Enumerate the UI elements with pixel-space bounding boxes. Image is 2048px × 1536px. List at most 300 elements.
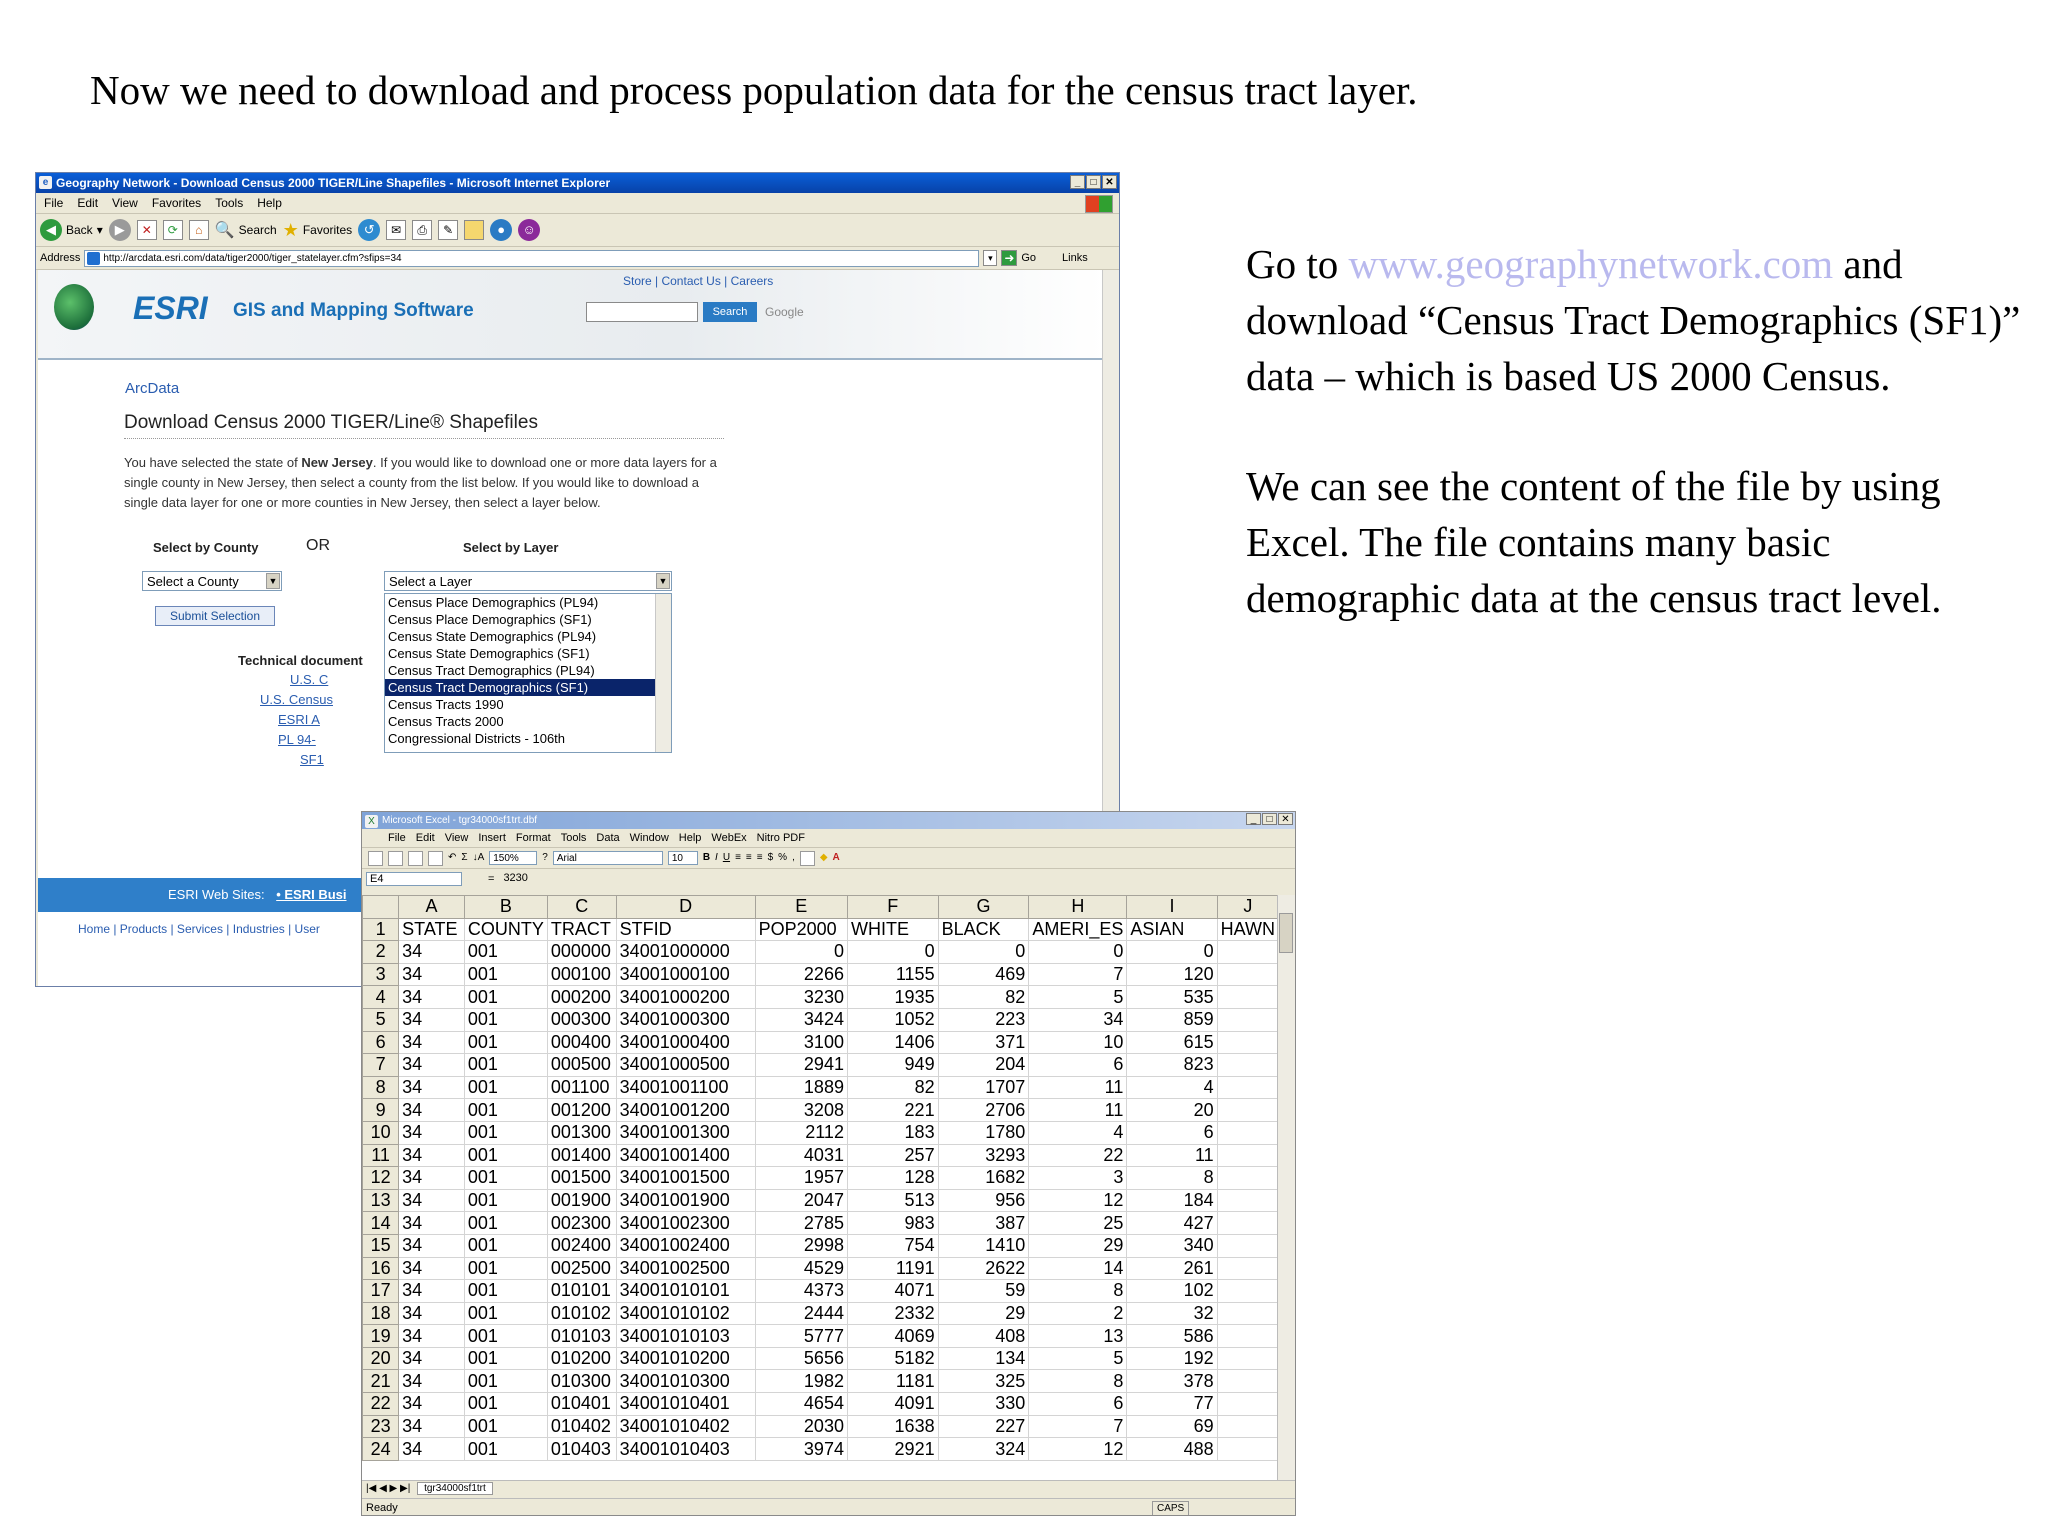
cell[interactable]: 001 <box>464 1167 547 1190</box>
cell[interactable] <box>1217 1076 1278 1099</box>
cell[interactable]: 10 <box>1029 1031 1127 1054</box>
cell[interactable]: 82 <box>847 1076 938 1099</box>
cell[interactable]: 34001010401 <box>616 1393 755 1416</box>
cell[interactable]: 859 <box>1127 1008 1217 1031</box>
cell[interactable]: 001200 <box>547 1099 616 1122</box>
cell[interactable] <box>1217 1099 1278 1122</box>
cell[interactable]: 3 <box>1029 1167 1127 1190</box>
cell[interactable]: 3100 <box>755 1031 847 1054</box>
cell[interactable]: 4 <box>1127 1076 1217 1099</box>
cell[interactable]: 2112 <box>755 1121 847 1144</box>
cell[interactable]: 34 <box>399 1370 465 1393</box>
cell[interactable]: ASIAN <box>1127 918 1217 941</box>
cell[interactable]: 34 <box>399 1347 465 1370</box>
cell[interactable]: 3424 <box>755 1008 847 1031</box>
sort-icon[interactable]: ↓A <box>472 852 485 863</box>
cell[interactable]: 4031 <box>755 1144 847 1167</box>
cell[interactable]: 227 <box>938 1415 1029 1438</box>
cell[interactable]: 3208 <box>755 1099 847 1122</box>
cell[interactable]: 34 <box>399 1280 465 1303</box>
cell[interactable]: 001 <box>464 1302 547 1325</box>
cell[interactable]: 001 <box>464 1393 547 1416</box>
menu-item-favorites[interactable]: Favorites <box>151 196 202 210</box>
cell[interactable]: COUNTY <box>464 918 547 941</box>
footer-nav-links[interactable]: Home | Products | Services | Industries | User <box>78 922 320 936</box>
search-button[interactable] <box>215 220 277 240</box>
refresh-icon[interactable]: ⟳ <box>163 220 183 240</box>
cell[interactable]: 34001001100 <box>616 1076 755 1099</box>
row-header[interactable]: 1 <box>363 918 399 941</box>
cell[interactable]: 513 <box>847 1189 938 1212</box>
cell[interactable]: 1052 <box>847 1008 938 1031</box>
cell[interactable]: 34 <box>399 1234 465 1257</box>
cell[interactable]: 001 <box>464 1076 547 1099</box>
cell[interactable]: 754 <box>847 1234 938 1257</box>
cell[interactable]: 5 <box>1029 986 1127 1009</box>
cell[interactable]: 34 <box>399 963 465 986</box>
borders-icon[interactable] <box>800 851 815 866</box>
url-input[interactable] <box>84 250 979 267</box>
cell[interactable]: 34 <box>399 1008 465 1031</box>
favorites-button[interactable] <box>283 220 353 241</box>
cell[interactable]: 001500 <box>547 1167 616 1190</box>
italic-icon[interactable]: I <box>715 852 718 863</box>
cell[interactable]: 34001002400 <box>616 1234 755 1257</box>
column-header[interactable]: H <box>1029 896 1127 919</box>
open-icon[interactable] <box>388 851 403 866</box>
cell[interactable]: 5182 <box>847 1347 938 1370</box>
row-header[interactable]: 16 <box>363 1257 399 1280</box>
cell[interactable]: 34 <box>399 1325 465 1348</box>
align-left-icon[interactable]: ≡ <box>735 852 741 863</box>
excel-menu-item-window[interactable]: Window <box>629 832 669 844</box>
font-size-select[interactable]: 10 <box>668 851 698 865</box>
cell[interactable]: 82 <box>938 986 1029 1009</box>
top-links[interactable]: Store | Contact Us | Careers <box>623 274 774 288</box>
cell[interactable] <box>1217 1302 1278 1325</box>
technical-doc-link[interactable]: U.S. Census <box>260 692 333 707</box>
chevron-down-icon[interactable]: ▼ <box>656 573 670 589</box>
cell[interactable]: 000500 <box>547 1054 616 1077</box>
cell[interactable]: 69 <box>1127 1415 1217 1438</box>
cell[interactable]: 2030 <box>755 1415 847 1438</box>
close-icon[interactable]: ✕ <box>1102 175 1117 189</box>
row-header[interactable]: 21 <box>363 1370 399 1393</box>
cell[interactable]: 12 <box>1029 1189 1127 1212</box>
row-header[interactable]: 4 <box>363 986 399 1009</box>
column-header[interactable]: F <box>847 896 938 919</box>
cell[interactable]: 2785 <box>755 1212 847 1235</box>
cell[interactable] <box>1217 1280 1278 1303</box>
scroll-thumb[interactable] <box>1279 913 1293 953</box>
cell[interactable]: 010200 <box>547 1347 616 1370</box>
row-header[interactable]: 14 <box>363 1212 399 1235</box>
menu-item-tools[interactable]: Tools <box>215 196 244 210</box>
cell[interactable]: 192 <box>1127 1347 1217 1370</box>
row-header[interactable]: 11 <box>363 1144 399 1167</box>
sum-icon[interactable]: Σ <box>461 852 468 863</box>
cell[interactable]: 4071 <box>847 1280 938 1303</box>
cell[interactable]: 469 <box>938 963 1029 986</box>
name-box[interactable]: E4 <box>366 872 462 886</box>
cell[interactable]: 5656 <box>755 1347 847 1370</box>
cell[interactable]: 010300 <box>547 1370 616 1393</box>
cell[interactable]: 010101 <box>547 1280 616 1303</box>
cell[interactable]: 5777 <box>755 1325 847 1348</box>
excel-title-bar[interactable] <box>362 812 1295 829</box>
cell[interactable]: 3230 <box>755 986 847 1009</box>
menu-item-edit[interactable]: Edit <box>77 196 99 210</box>
cell[interactable]: 1935 <box>847 986 938 1009</box>
cell[interactable]: 0 <box>755 941 847 964</box>
layer-option[interactable]: Census State Demographics (SF1) <box>388 646 590 661</box>
cell[interactable]: 34 <box>399 1121 465 1144</box>
cell[interactable]: 20 <box>1127 1099 1217 1122</box>
cell[interactable]: 4069 <box>847 1325 938 1348</box>
cell[interactable]: 11 <box>1127 1144 1217 1167</box>
cell[interactable]: 34 <box>399 1212 465 1235</box>
excel-menu-item-insert[interactable]: Insert <box>478 832 506 844</box>
cell[interactable]: 34 <box>399 1054 465 1077</box>
cell[interactable]: POP2000 <box>755 918 847 941</box>
cell[interactable]: 34 <box>399 1438 465 1461</box>
cell[interactable]: 77 <box>1127 1393 1217 1416</box>
cell[interactable]: 002500 <box>547 1257 616 1280</box>
cell[interactable]: 3974 <box>755 1438 847 1461</box>
cell[interactable]: 6 <box>1029 1393 1127 1416</box>
cell[interactable]: 001900 <box>547 1189 616 1212</box>
cell[interactable]: 0 <box>938 941 1029 964</box>
cell[interactable]: 010403 <box>547 1438 616 1461</box>
minimize-icon[interactable]: _ <box>1070 175 1085 189</box>
excel-menu-item-data[interactable]: Data <box>596 832 620 844</box>
cell[interactable]: 0 <box>1029 941 1127 964</box>
cell[interactable]: 34 <box>399 1099 465 1122</box>
cell[interactable]: 001 <box>464 1121 547 1144</box>
cell[interactable]: 001 <box>464 1370 547 1393</box>
row-header[interactable]: 22 <box>363 1393 399 1416</box>
cell[interactable]: 001 <box>464 1347 547 1370</box>
cell[interactable]: 0 <box>847 941 938 964</box>
row-header[interactable]: 17 <box>363 1280 399 1303</box>
cell[interactable]: 59 <box>938 1280 1029 1303</box>
cell[interactable]: 14 <box>1029 1257 1127 1280</box>
cell[interactable]: 34001000500 <box>616 1054 755 1077</box>
layer-option[interactable]: Census State Demographics (PL94) <box>388 629 597 644</box>
print-icon[interactable] <box>428 851 443 866</box>
footer-link[interactable]: • ESRI Busi <box>276 887 347 902</box>
cell[interactable]: 7 <box>1029 1415 1127 1438</box>
cell[interactable]: 29 <box>938 1302 1029 1325</box>
cell[interactable]: TRACT <box>547 918 616 941</box>
cell[interactable] <box>1217 1167 1278 1190</box>
technical-doc-link[interactable]: SF1 <box>300 752 324 767</box>
cell[interactable]: 6 <box>1029 1054 1127 1077</box>
cell[interactable]: 8 <box>1029 1370 1127 1393</box>
cell[interactable]: 1682 <box>938 1167 1029 1190</box>
cell[interactable] <box>1217 1415 1278 1438</box>
cell[interactable]: 221 <box>847 1099 938 1122</box>
cell[interactable]: 34001000400 <box>616 1031 755 1054</box>
help-icon[interactable]: ? <box>542 852 548 863</box>
font-color-icon[interactable]: A <box>832 852 840 863</box>
cell[interactable] <box>1217 1144 1278 1167</box>
row-header[interactable]: 2 <box>363 941 399 964</box>
messenger-icon[interactable]: ☺ <box>518 219 540 241</box>
cell[interactable]: 34 <box>399 1257 465 1280</box>
cell[interactable] <box>1217 1347 1278 1370</box>
cell[interactable]: 34 <box>399 1415 465 1438</box>
cell[interactable]: 22 <box>1029 1144 1127 1167</box>
cell[interactable]: WHITE <box>847 918 938 941</box>
excel-menu-item-format[interactable]: Format <box>515 832 551 844</box>
row-header[interactable]: 18 <box>363 1302 399 1325</box>
cell[interactable]: 1707 <box>938 1076 1029 1099</box>
cell[interactable]: 8 <box>1127 1167 1217 1190</box>
home-icon[interactable]: ⌂ <box>189 220 209 240</box>
cell[interactable]: 001 <box>464 1438 547 1461</box>
cell[interactable]: 261 <box>1127 1257 1217 1280</box>
cell[interactable]: 4529 <box>755 1257 847 1280</box>
select-all-corner[interactable] <box>363 896 399 919</box>
row-header[interactable]: 3 <box>363 963 399 986</box>
row-header[interactable]: 8 <box>363 1076 399 1099</box>
links-button[interactable]: Links <box>1062 252 1088 264</box>
column-header[interactable]: A <box>399 896 465 919</box>
layer-option[interactable]: Census Place Demographics (SF1) <box>388 612 592 627</box>
row-header[interactable]: 12 <box>363 1167 399 1190</box>
list-scrollbar[interactable] <box>655 594 671 752</box>
cell[interactable] <box>1217 986 1278 1009</box>
cell[interactable]: 34 <box>399 1302 465 1325</box>
print-icon[interactable]: ⎙ <box>412 220 432 240</box>
cell[interactable]: 001 <box>464 1144 547 1167</box>
percent-icon[interactable]: % <box>778 852 788 863</box>
cell[interactable] <box>1217 941 1278 964</box>
site-search-button[interactable]: Search <box>703 302 757 322</box>
cell[interactable]: 34001001400 <box>616 1144 755 1167</box>
layer-select[interactable] <box>384 571 672 591</box>
cell[interactable]: 34 <box>399 1031 465 1054</box>
cell[interactable]: 2266 <box>755 963 847 986</box>
row-header[interactable]: 6 <box>363 1031 399 1054</box>
section-link-arcdata[interactable]: ArcData <box>125 380 180 397</box>
layer-option[interactable]: Census Tracts 1990 <box>388 697 504 712</box>
cell[interactable]: 488 <box>1127 1438 1217 1461</box>
cell[interactable]: 29 <box>1029 1234 1127 1257</box>
cell[interactable]: 000100 <box>547 963 616 986</box>
cell[interactable]: 0 <box>1127 941 1217 964</box>
cell[interactable] <box>1217 1370 1278 1393</box>
excel-menu-item-file[interactable]: File <box>388 832 406 844</box>
column-header[interactable]: J <box>1217 896 1278 919</box>
align-center-icon[interactable]: ≡ <box>745 852 752 863</box>
cell[interactable]: 4654 <box>755 1393 847 1416</box>
cell[interactable]: 324 <box>938 1438 1029 1461</box>
layer-option[interactable]: Census Tract Demographics (PL94) <box>388 663 595 678</box>
layer-option[interactable]: Census Tract Demographics (SF1) <box>385 679 671 696</box>
county-select[interactable] <box>142 571 282 591</box>
cell[interactable]: 1957 <box>755 1167 847 1190</box>
cell[interactable]: 32 <box>1127 1302 1217 1325</box>
row-header[interactable]: 23 <box>363 1415 399 1438</box>
cell[interactable]: 34 <box>399 941 465 964</box>
cell[interactable]: 1410 <box>938 1234 1029 1257</box>
row-header[interactable]: 19 <box>363 1325 399 1348</box>
bold-icon[interactable]: B <box>702 852 711 863</box>
menu-item-view[interactable]: View <box>112 196 138 210</box>
column-header[interactable]: I <box>1127 896 1217 919</box>
cell[interactable]: 4091 <box>847 1393 938 1416</box>
excel-menu-item-edit[interactable]: Edit <box>415 832 435 844</box>
back-button[interactable]: ◀ Back ▾ <box>40 219 103 241</box>
cell[interactable]: 34001002300 <box>616 1212 755 1235</box>
undo-icon[interactable]: ↶ <box>448 852 457 863</box>
cell[interactable]: 34 <box>399 1393 465 1416</box>
zoom-select[interactable]: 150% <box>489 851 537 865</box>
cell[interactable]: 001100 <box>547 1076 616 1099</box>
cell[interactable]: 001300 <box>547 1121 616 1144</box>
excel-menu-item-tools[interactable]: Tools <box>560 832 587 844</box>
cell[interactable]: 1181 <box>847 1370 938 1393</box>
edit-icon[interactable]: ✎ <box>438 220 458 240</box>
cell[interactable]: 000300 <box>547 1008 616 1031</box>
cell[interactable]: 184 <box>1127 1189 1217 1212</box>
maximize-icon[interactable]: □ <box>1262 813 1277 825</box>
cell[interactable]: 204 <box>938 1054 1029 1077</box>
cell[interactable] <box>1217 1031 1278 1054</box>
row-header[interactable]: 7 <box>363 1054 399 1077</box>
cell[interactable]: 956 <box>938 1189 1029 1212</box>
excel-vertical-scrollbar[interactable] <box>1277 895 1295 1480</box>
folder-icon[interactable] <box>464 220 484 240</box>
formula-input[interactable]: 3230 <box>503 871 528 884</box>
cell[interactable]: 134 <box>938 1347 1029 1370</box>
cell[interactable]: 000200 <box>547 986 616 1009</box>
cell[interactable]: 010102 <box>547 1302 616 1325</box>
column-header[interactable]: G <box>938 896 1029 919</box>
row-header[interactable]: 5 <box>363 1008 399 1031</box>
cell[interactable]: 823 <box>1127 1054 1217 1077</box>
cell[interactable]: 001 <box>464 963 547 986</box>
cell[interactable]: 5 <box>1029 1347 1127 1370</box>
cell[interactable]: 2 <box>1029 1302 1127 1325</box>
underline-icon[interactable]: U <box>722 852 731 863</box>
layer-option[interactable]: Congressional Districts - 106th <box>388 731 566 746</box>
cell[interactable] <box>1217 1234 1278 1257</box>
cell[interactable]: 34001010102 <box>616 1302 755 1325</box>
cell[interactable]: 1155 <box>847 963 938 986</box>
cell[interactable]: 34001000200 <box>616 986 755 1009</box>
cell[interactable]: 1780 <box>938 1121 1029 1144</box>
cell[interactable]: 001 <box>464 1008 547 1031</box>
cell[interactable]: 34001010101 <box>616 1280 755 1303</box>
chevron-down-icon[interactable]: ▾ <box>983 250 997 266</box>
fill-color-icon[interactable]: ◆ <box>819 852 828 863</box>
row-header[interactable]: 13 <box>363 1189 399 1212</box>
cell[interactable]: 34001000100 <box>616 963 755 986</box>
cell[interactable]: 001 <box>464 941 547 964</box>
cell[interactable]: 001 <box>464 1189 547 1212</box>
cell[interactable]: 2444 <box>755 1302 847 1325</box>
cell[interactable]: 010401 <box>547 1393 616 1416</box>
row-header[interactable]: 15 <box>363 1234 399 1257</box>
column-header[interactable]: B <box>464 896 547 919</box>
cell[interactable]: 010402 <box>547 1415 616 1438</box>
cell[interactable]: 002300 <box>547 1212 616 1235</box>
technical-doc-link[interactable]: U.S. C <box>290 672 329 687</box>
cell[interactable]: 615 <box>1127 1031 1217 1054</box>
cell[interactable] <box>1217 1257 1278 1280</box>
menu-item-help[interactable]: Help <box>257 196 282 210</box>
cell[interactable]: 325 <box>938 1370 1029 1393</box>
cell[interactable] <box>1217 1054 1278 1077</box>
comma-icon[interactable]: , <box>792 852 795 863</box>
technical-doc-link[interactable]: ESRI A <box>278 712 320 727</box>
cell[interactable]: 4373 <box>755 1280 847 1303</box>
cell[interactable]: 1982 <box>755 1370 847 1393</box>
cell[interactable]: 11 <box>1029 1099 1127 1122</box>
cell[interactable]: 34001002500 <box>616 1257 755 1280</box>
cell[interactable]: 001 <box>464 1280 547 1303</box>
cell[interactable]: 34 <box>399 986 465 1009</box>
column-header[interactable]: C <box>547 896 616 919</box>
align-right-icon[interactable]: ≡ <box>756 852 763 863</box>
cell[interactable]: 34 <box>1029 1008 1127 1031</box>
cell[interactable]: 001 <box>464 1212 547 1235</box>
column-header[interactable]: E <box>755 896 847 919</box>
cell[interactable]: 949 <box>847 1054 938 1077</box>
cell[interactable]: 001 <box>464 1031 547 1054</box>
cell[interactable]: 387 <box>938 1212 1029 1235</box>
cell[interactable] <box>1217 1438 1278 1461</box>
cell[interactable]: 183 <box>847 1121 938 1144</box>
cell[interactable]: 001 <box>464 1099 547 1122</box>
cell[interactable]: 120 <box>1127 963 1217 986</box>
maximize-icon[interactable]: □ <box>1086 175 1101 189</box>
cell[interactable]: 001 <box>464 1054 547 1077</box>
cell[interactable]: 2998 <box>755 1234 847 1257</box>
cell[interactable]: 330 <box>938 1393 1029 1416</box>
excel-menu-item-view[interactable]: View <box>444 832 469 844</box>
cell[interactable]: 2047 <box>755 1189 847 1212</box>
submit-selection-button[interactable]: Submit Selection <box>155 606 275 626</box>
cell[interactable]: 1638 <box>847 1415 938 1438</box>
geographynetwork-link[interactable]: www.geographynetwork.com <box>1348 241 1834 287</box>
cell[interactable]: 6 <box>1127 1121 1217 1144</box>
cell[interactable]: 223 <box>938 1008 1029 1031</box>
column-header[interactable]: D <box>616 896 755 919</box>
cell[interactable]: 010103 <box>547 1325 616 1348</box>
cell[interactable] <box>1217 1325 1278 1348</box>
cell[interactable]: 2941 <box>755 1054 847 1077</box>
cell[interactable]: AMERI_ES <box>1029 918 1127 941</box>
cell[interactable]: 2332 <box>847 1302 938 1325</box>
cell[interactable]: 4 <box>1029 1121 1127 1144</box>
cell[interactable]: 34 <box>399 1189 465 1212</box>
cell[interactable]: 378 <box>1127 1370 1217 1393</box>
history-icon[interactable]: ↺ <box>358 219 380 241</box>
currency-icon[interactable]: $ <box>767 852 774 863</box>
cell[interactable]: 8 <box>1029 1280 1127 1303</box>
cell[interactable]: 34001010103 <box>616 1325 755 1348</box>
cell[interactable]: 34001000300 <box>616 1008 755 1031</box>
cell[interactable]: 002400 <box>547 1234 616 1257</box>
site-search-input[interactable] <box>586 302 698 322</box>
cell[interactable]: 408 <box>938 1325 1029 1348</box>
cell[interactable]: 001 <box>464 986 547 1009</box>
cell[interactable]: 7 <box>1029 963 1127 986</box>
